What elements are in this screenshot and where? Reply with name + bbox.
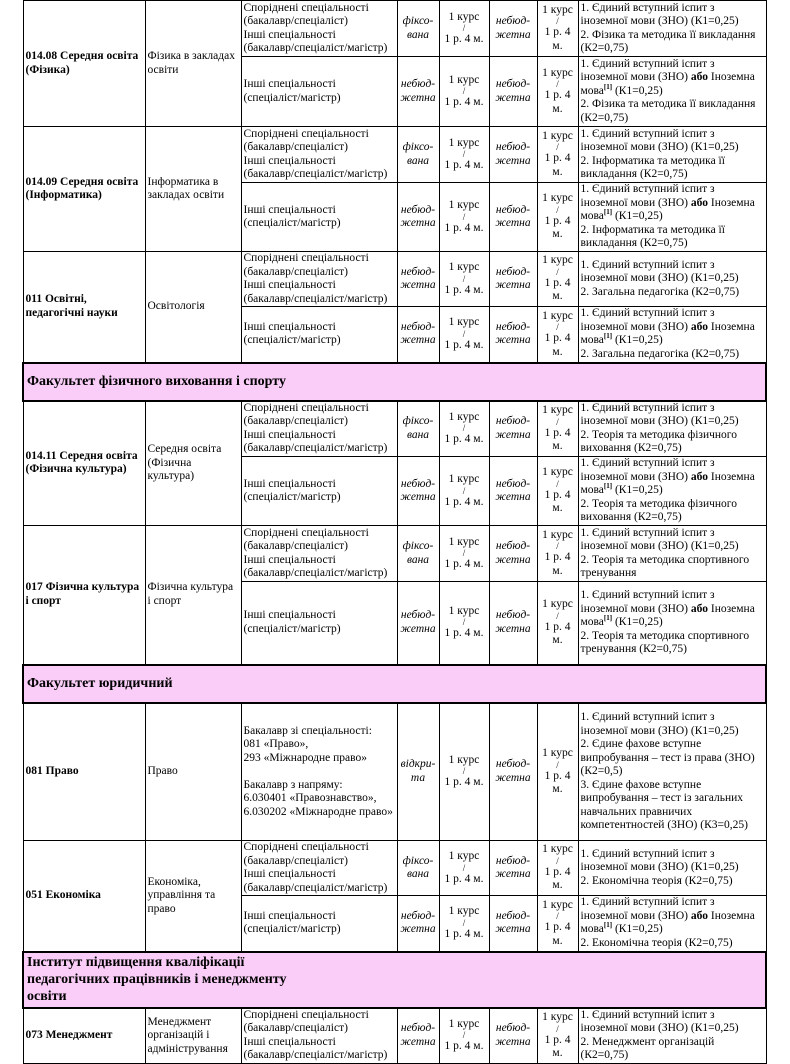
admission-table	[22, 0, 767, 1064]
table-row	[23, 1, 766, 57]
course-cell: 1 курс / 1 р. 4 м.	[439, 127, 489, 183]
funding-cell: небюд- жетна	[489, 307, 537, 363]
exam-cell: 1. Єдиний вступний іспит з іноземної мови (ЗНО) або Іноземна мова[1] (К1=0,25) 2. Інформатика та методика її викладання (К2=0,75)	[578, 183, 766, 252]
program-cell: Фізична культура і спорт	[145, 526, 241, 665]
funding-cell: небюд- жетна	[397, 57, 439, 127]
funding-cell: небюд- жетна	[489, 1, 537, 57]
program-cell: Середня освіта (Фізична культура)	[145, 401, 241, 526]
funding-cell: небюд- жетна	[489, 401, 537, 457]
funding-cell: небюд- жетна	[489, 526, 537, 582]
course-cell: 1 курс / 1 р. 4 м.	[439, 582, 489, 665]
course-cell: 1 курс / 1 р. 4 м.	[537, 127, 578, 183]
course-cell: 1 курс / 1 р. 4 м.	[537, 703, 578, 841]
course-cell: 1 курс / 1 р. 4 м.	[537, 183, 578, 252]
specialty-cell: 081 Право	[23, 703, 145, 841]
funding-cell: небюд- жетна	[489, 457, 537, 526]
course-cell: 1 курс / 1 р. 4 м.	[537, 526, 578, 582]
specialty-cell: 017 Фізична культура і спорт	[23, 526, 145, 665]
course-cell: 1 курс / 1 р. 4 м.	[439, 896, 489, 952]
faculty-title: Факультет юридичний	[23, 665, 766, 703]
funding-cell: фіксо- вана	[397, 127, 439, 183]
course-cell: 1 курс / 1 р. 4 м.	[537, 252, 578, 307]
course-cell: 1 курс / 1 р. 4 м.	[537, 307, 578, 363]
exam-cell: 1. Єдиний вступний іспит з іноземної мови (ЗНО) (К1=0,25) 2. Єдине фахове вступне випробування – тест із права (ЗНО) (К2=0,5) 3. Єдине фахове вступне випробування – тест із загальних навчальних правничих компетентностей (ЗНО) (К3=0,25)	[578, 703, 766, 841]
course-cell: 1 курс / 1 р. 4 м.	[439, 1008, 489, 1064]
base-cell: Інші спеціальності (спеціаліст/магістр)	[241, 457, 397, 526]
exam-cell: 1. Єдиний вступний іспит з іноземної мови (ЗНО) або Іноземна мова[1] (К1=0,25) 2. Загальна педагогіка (К2=0,75)	[578, 307, 766, 363]
table-row	[23, 1008, 766, 1064]
table-row	[23, 127, 766, 183]
base-cell: Споріднені спеціальності (бакалавр/спеціаліст) Інші спеціальності (бакалавр/спеціаліст/магістр)	[241, 401, 397, 457]
funding-cell: небюд- жетна	[397, 252, 439, 307]
base-cell: Споріднені спеціальності (бакалавр/спеціаліст) Інші спеціальності (бакалавр/спеціаліст/магістр)	[241, 526, 397, 582]
course-cell: 1 курс / 1 р. 4 м.	[537, 57, 578, 127]
funding-cell: фіксо- вана	[397, 1, 439, 57]
funding-cell: небюд- жетна	[489, 1008, 537, 1064]
faculty-header-row	[23, 952, 766, 1008]
program-cell: Інформатика в закладах освіти	[145, 127, 241, 252]
funding-cell: небюд- жетна	[397, 183, 439, 252]
exam-cell: 1. Єдиний вступний іспит з іноземної мови (ЗНО) (К1=0,25) 2. Менеджмент організацій (К2=0,75)	[578, 1008, 766, 1064]
exam-cell: 1. Єдиний вступний іспит з іноземної мови (ЗНО) (К1=0,25) 2. Теорія та методика спортивного тренування	[578, 526, 766, 582]
exam-cell: 1. Єдиний вступний іспит з іноземної мови (ЗНО) (К1=0,25) 2. Інформатика та методика її викладання (К2=0,75)	[578, 127, 766, 183]
table-row	[23, 841, 766, 896]
base-cell: Інші спеціальності (спеціаліст/магістр)	[241, 307, 397, 363]
base-cell: Споріднені спеціальності (бакалавр/спеціаліст) Інші спеціальності (бакалавр/спеціаліст/магістр)	[241, 841, 397, 896]
funding-cell: небюд- жетна	[489, 582, 537, 665]
faculty-header-row	[23, 363, 766, 401]
course-cell: 1 курс / 1 р. 4 м.	[537, 841, 578, 896]
funding-cell: фіксо- вана	[397, 526, 439, 582]
exam-cell: 1. Єдиний вступний іспит з іноземної мови (ЗНО) (К1=0,25) 2. Економічна теорія (К2=0,75)	[578, 841, 766, 896]
exam-cell: 1. Єдиний вступний іспит з іноземної мови (ЗНО) або Іноземна мова[1] (К1=0,25) 2. Теорія та методика спортивного тренування (К2=0,75)	[578, 582, 766, 665]
course-cell: 1 курс / 1 р. 4 м.	[439, 841, 489, 896]
base-cell: Інші спеціальності (спеціаліст/магістр)	[241, 57, 397, 127]
course-cell: 1 курс / 1 р. 4 м.	[439, 307, 489, 363]
faculty-header-row	[23, 665, 766, 703]
course-cell: 1 курс / 1 р. 4 м.	[537, 896, 578, 952]
course-cell: 1 курс / 1 р. 4 м.	[439, 457, 489, 526]
base-cell: Бакалавр зі спеціальності: 081 «Право», 293 «Міжнародне право» Бакалавр з напряму: 6.030401 «Правознавство», 6.030202 «Міжнародне право»	[241, 703, 397, 841]
funding-cell: небюд- жетна	[489, 252, 537, 307]
funding-cell: відкри- та	[397, 703, 439, 841]
course-cell: 1 курс / 1 р. 4 м.	[439, 526, 489, 582]
specialty-cell: 051 Економіка	[23, 841, 145, 952]
course-cell: 1 курс / 1 р. 4 м.	[439, 183, 489, 252]
funding-cell: небюд- жетна	[397, 307, 439, 363]
course-cell: 1 курс / 1 р. 4 м.	[537, 401, 578, 457]
funding-cell: небюд- жетна	[397, 457, 439, 526]
funding-cell: фіксо- вана	[397, 841, 439, 896]
exam-cell: 1. Єдиний вступний іспит з іноземної мови (ЗНО) або Іноземна мова[1] (К1=0,25) 2. Економічна теорія (К2=0,75)	[578, 896, 766, 952]
funding-cell: небюд- жетна	[489, 703, 537, 841]
base-cell: Споріднені спеціальності (бакалавр/спеціаліст) Інші спеціальності (бакалавр/спеціаліст/магістр)	[241, 1, 397, 57]
exam-cell: 1. Єдиний вступний іспит з іноземної мови (ЗНО) (К1=0,25) 2. Теорія та методика фізичного виховання (К2=0,75)	[578, 401, 766, 457]
specialty-cell: 073 Менеджмент	[23, 1008, 145, 1064]
specialty-cell: 011 Освітні, педагогічні науки	[23, 252, 145, 363]
table-row	[23, 703, 766, 841]
funding-cell: небюд- жетна	[489, 841, 537, 896]
course-cell: 1 курс / 1 р. 4 м.	[439, 252, 489, 307]
course-cell: 1 курс / 1 р. 4 м.	[439, 1, 489, 57]
specialty-cell: 014.09 Середня освіта (Інформатика)	[23, 127, 145, 252]
program-cell: Менеджмент організацій і адміністрування	[145, 1008, 241, 1064]
funding-cell: небюд- жетна	[489, 127, 537, 183]
exam-cell: 1. Єдиний вступний іспит з іноземної мови (ЗНО) (К1=0,25) 2. Загальна педагогіка (К2=0,75)	[578, 252, 766, 307]
funding-cell: небюд- жетна	[397, 582, 439, 665]
course-cell: 1 курс / 1 р. 4 м.	[537, 582, 578, 665]
program-cell: Право	[145, 703, 241, 841]
course-cell: 1 курс / 1 р. 4 м.	[537, 1008, 578, 1064]
specialty-cell: 014.08 Середня освіта (Фізика)	[23, 1, 145, 127]
base-cell: Інші спеціальності (спеціаліст/магістр)	[241, 183, 397, 252]
exam-cell: 1. Єдиний вступний іспит з іноземної мови (ЗНО) або Іноземна мова[1] (К1=0,25) 2. Теорія та методика фізичного виховання (К2=0,75)	[578, 457, 766, 526]
course-cell: 1 курс / 1 р. 4 м.	[537, 457, 578, 526]
table-row	[23, 526, 766, 582]
course-cell: 1 курс / 1 р. 4 м.	[439, 401, 489, 457]
base-cell: Споріднені спеціальності (бакалавр/спеціаліст) Інші спеціальності (бакалавр/спеціаліст/магістр)	[241, 1008, 397, 1064]
funding-cell: небюд- жетна	[397, 1008, 439, 1064]
base-cell: Споріднені спеціальності (бакалавр/спеціаліст) Інші спеціальності (бакалавр/спеціаліст/магістр)	[241, 127, 397, 183]
funding-cell: небюд- жетна	[489, 896, 537, 952]
base-cell: Споріднені спеціальності (бакалавр/спеціаліст) Інші спеціальності (бакалавр/спеціаліст/магістр)	[241, 252, 397, 307]
base-cell: Інші спеціальності (спеціаліст/магістр)	[241, 582, 397, 665]
program-cell: Фізика в закладах освіти	[145, 1, 241, 127]
base-cell: Інші спеціальності (спеціаліст/магістр)	[241, 896, 397, 952]
course-cell: 1 курс / 1 р. 4 м.	[537, 1, 578, 57]
faculty-title: Факультет фізичного виховання і спорту	[23, 363, 766, 401]
exam-cell: 1. Єдиний вступний іспит з іноземної мови (ЗНО) (К1=0,25) 2. Фізика та методика її викладання (К2=0,75)	[578, 1, 766, 57]
course-cell: 1 курс / 1 р. 4 м.	[439, 57, 489, 127]
exam-cell: 1. Єдиний вступний іспит з іноземної мови (ЗНО) або Іноземна мова[1] (К1=0,25) 2. Фізика та методика її викладання (К2=0,75)	[578, 57, 766, 127]
specialty-cell: 014.11 Середня освіта (Фізична культура)	[23, 401, 145, 526]
funding-cell: небюд- жетна	[489, 183, 537, 252]
funding-cell: фіксо- вана	[397, 401, 439, 457]
funding-cell: небюд- жетна	[397, 896, 439, 952]
program-cell: Економіка, управління та право	[145, 841, 241, 952]
course-cell: 1 курс / 1 р. 4 м.	[439, 703, 489, 841]
funding-cell: небюд- жетна	[489, 57, 537, 127]
program-cell: Освітологія	[145, 252, 241, 363]
table-row	[23, 252, 766, 307]
table-row	[23, 401, 766, 457]
faculty-title: Інститут підвищення кваліфікації педагогічних працівників і менеджменту освіти	[23, 952, 766, 1008]
